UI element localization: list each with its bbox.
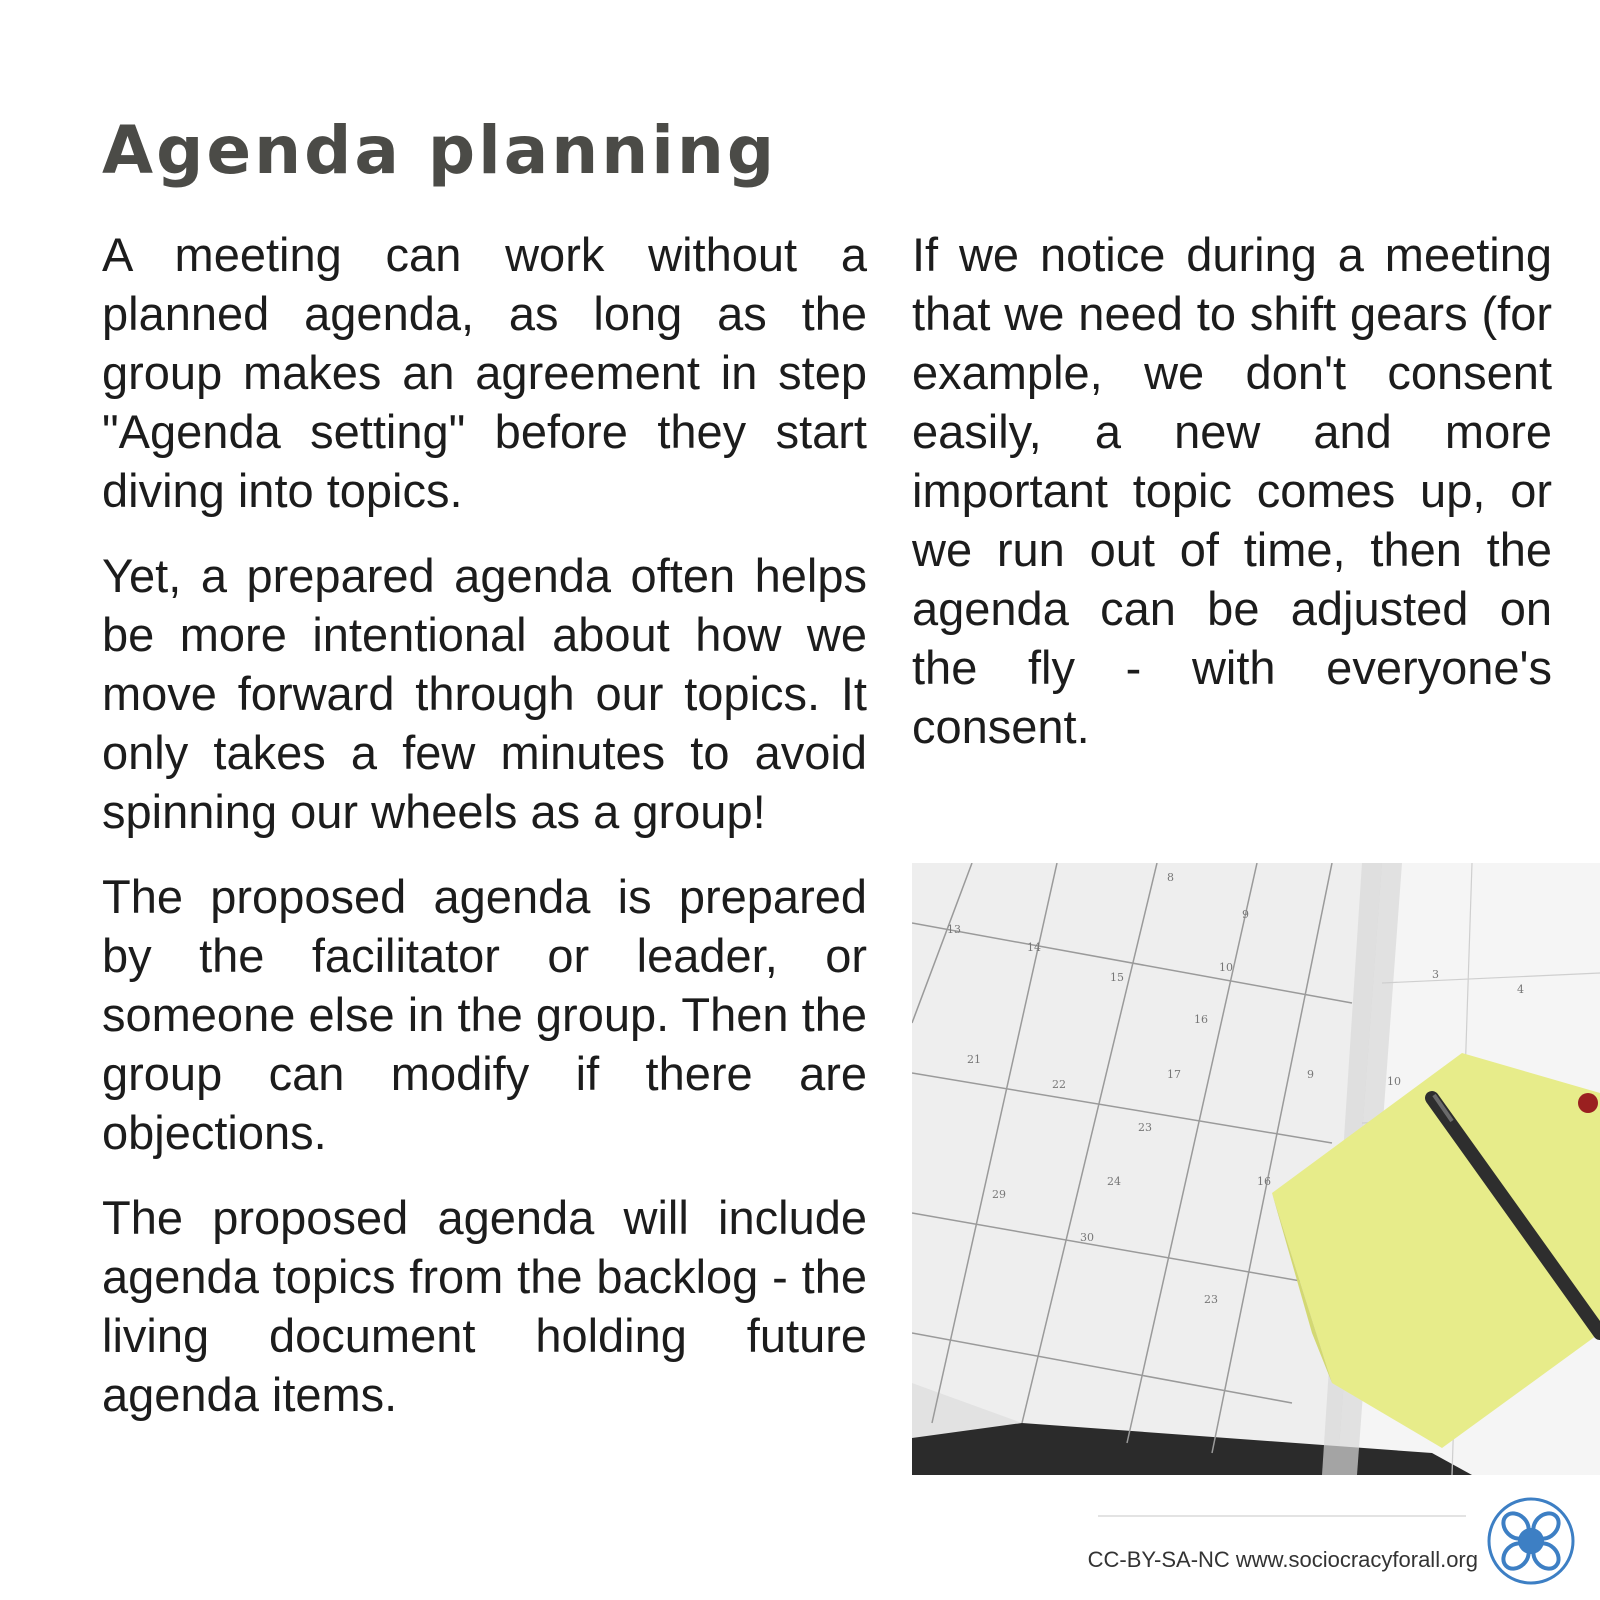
- left-column: [102, 225, 867, 1450]
- footer-divider: [1098, 1515, 1466, 1517]
- calendar-number: 14: [1027, 941, 1041, 954]
- calendar-number: 10: [1387, 1075, 1401, 1088]
- calendar-illustration: [912, 863, 1600, 1475]
- calendar-number: 16: [1257, 1175, 1271, 1188]
- calendar-number: 3: [1432, 968, 1439, 981]
- calendar-number: 30: [1080, 1231, 1094, 1244]
- paragraph-backlog: The proposed agenda will include agenda topics from the backlog - the living document holding future agenda items.: [102, 1191, 867, 1421]
- calendar-number: 9: [1242, 908, 1249, 921]
- calendar-number: 24: [1107, 1175, 1121, 1188]
- calendar-number: 13: [947, 923, 961, 936]
- license-text: CC-BY-SA-NC www.sociocracyforall.org: [1087, 1547, 1478, 1572]
- paragraph-shift-gears: If we notice during a meeting that we need to shift gears (for example, we don't consent easily, a new and more important topic comes up, or we run out of time, then the agenda can be adjusted on the fly - with everyone's consent.: [912, 228, 1552, 753]
- right-column: [912, 225, 1552, 782]
- calendar-number: 9: [1307, 1068, 1314, 1081]
- calendar-number: 23: [1204, 1293, 1218, 1306]
- calendar-number: 17: [1167, 1068, 1181, 1081]
- calendar-photo: [912, 863, 1600, 1475]
- paragraph-no-agenda: A meeting can work without a planned agenda, as long as the group makes an agreement in step "Agenda setting" before they start diving into topics.: [102, 228, 867, 517]
- sociocracy-logo-icon: [1486, 1496, 1576, 1586]
- paragraph-prepared-agenda: Yet, a prepared agenda often helps be more intentional about how we move forward through our topics. It only takes a few minutes to avoid spinning our wheels as a group!: [102, 549, 867, 838]
- calendar-number: 23: [1138, 1121, 1152, 1134]
- calendar-number: 8: [1167, 871, 1174, 884]
- calendar-number: 15: [1110, 971, 1124, 984]
- calendar-number: 21: [967, 1053, 981, 1066]
- calendar-number: 10: [1219, 961, 1233, 974]
- calendar-number: 16: [1194, 1013, 1208, 1026]
- calendar-number: 29: [992, 1188, 1006, 1201]
- calendar-number: 22: [1052, 1078, 1066, 1091]
- paragraph-who-prepares: The proposed agenda is prepared by the facilitator or leader, or someone else in the group. Then the group can modify if there are objections.: [102, 870, 867, 1159]
- calendar-number: 4: [1517, 983, 1524, 996]
- page-title: Agenda planning: [102, 112, 778, 189]
